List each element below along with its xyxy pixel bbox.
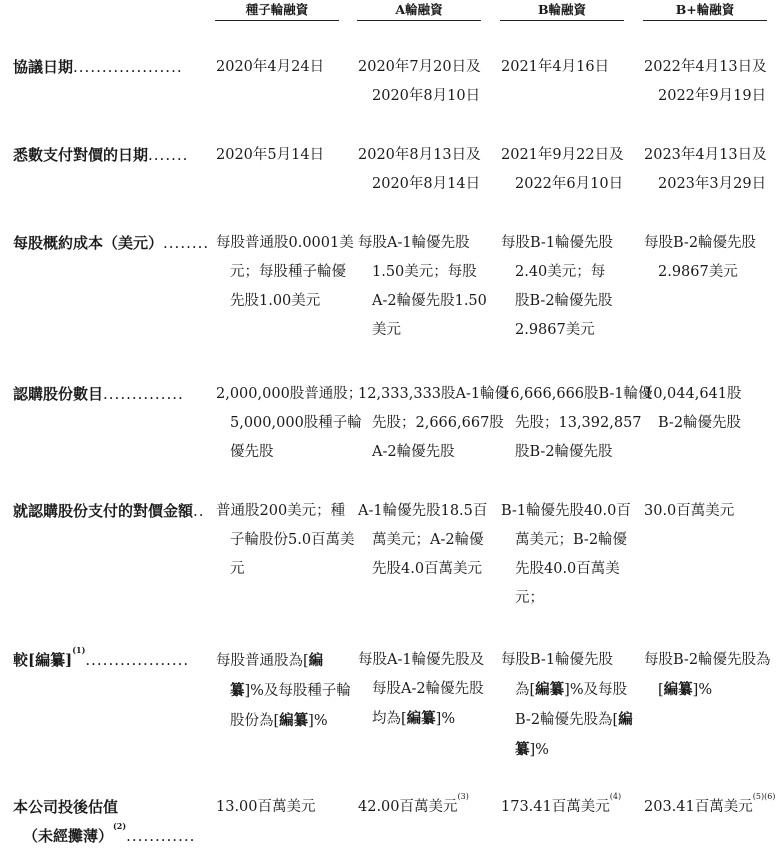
cell-line: 2.9867美元	[658, 264, 738, 280]
header-a-round: A輪融資	[357, 0, 481, 21]
leader-dots: ..............	[103, 385, 184, 403]
cell-line: 2020年5月14日	[216, 147, 325, 163]
cell-consideration-seed	[216, 497, 355, 584]
cell-line: 13.00百萬美元	[216, 799, 316, 815]
cell-consideration-b	[501, 497, 631, 613]
cell-agreement-date-seed	[216, 53, 324, 82]
cell-line: 2.9867美元	[515, 322, 595, 338]
header-b-round: B輪融資	[500, 0, 624, 21]
cell-line: 2020年8月13日及	[358, 147, 481, 163]
footnote-ref: (1)	[72, 646, 86, 655]
row-label-agreement-date	[13, 53, 213, 82]
cell-valuation-seed	[216, 793, 316, 822]
cell-consideration-bplus	[644, 497, 734, 526]
row-label-shares-subscribed	[13, 380, 213, 409]
footnote-ref: (4)	[609, 792, 622, 801]
cell-line: 股B-2輪優先股	[515, 293, 613, 309]
cell-agreement-date-a	[358, 53, 481, 111]
cell-line: 2021年4月16日	[501, 59, 610, 75]
row-label-text: 較[編纂]	[13, 651, 73, 669]
leader-dots: ........	[163, 234, 210, 252]
cell-line: 股份為[編纂]%	[230, 712, 328, 729]
cell-payment-date-a	[358, 141, 481, 199]
cell-line: 1.50美元；每股	[372, 264, 477, 280]
cell-payment-date-seed	[216, 141, 324, 170]
cell-line: 普通股200美元；種	[216, 503, 346, 519]
footnote-ref: (5)(6)	[752, 792, 776, 801]
cell-line: 2020年7月20日及	[358, 59, 481, 75]
cell-line: 2021年9月22日及	[501, 147, 624, 163]
cell-line: 每股B-1輪優先股	[501, 235, 614, 251]
cell-line: 每股B-1輪優先股	[501, 652, 614, 668]
cell-payment-date-b	[501, 141, 624, 199]
cell-line: 2,000,000股普通股；	[216, 386, 363, 402]
cell-line: 萬美元；B-2輪優	[515, 532, 628, 548]
cell-shares-a	[358, 380, 509, 467]
cell-line: 先股4.0百萬美元	[372, 561, 483, 577]
cell-line: 均為[編纂]%	[372, 710, 456, 727]
cell-line: 纂]%及每股種子輪	[230, 682, 351, 699]
cell-line: B-1輪優先股40.0百	[501, 503, 631, 519]
cell-line: 16,666,666股B-1輪優	[501, 386, 653, 402]
footnote-ref: (2)	[113, 821, 127, 831]
cell-agreement-date-bplus	[644, 53, 767, 111]
row-label-full-payment-date	[13, 141, 213, 170]
row-label-text: 就認購股份支付的對價金額	[13, 502, 194, 520]
cell-line: A-2輪優先股	[372, 444, 455, 460]
cell-line: 先股40.0百萬美	[515, 561, 620, 577]
footnote-ref: (3)	[457, 792, 469, 801]
row-label-post-money-valuation	[13, 793, 213, 851]
leader-dots: ............	[126, 827, 196, 845]
leader-dots: ..................	[85, 651, 190, 669]
cell-shares-seed	[216, 380, 362, 467]
cell-line: 2023年3月29日	[658, 176, 767, 192]
cell-shares-b	[501, 380, 653, 467]
cell-line: 2023年4月13日及	[644, 147, 767, 163]
header-b-plus-round: B+輪融資	[643, 0, 767, 21]
cell-line: 2.40美元；每	[515, 264, 606, 280]
cell-cost-seed	[216, 229, 354, 316]
cell-discount-b	[501, 646, 633, 765]
leader-dots: ...................	[73, 58, 183, 76]
cell-line: [編纂]%	[658, 681, 713, 698]
header-seed-round: 種子輪融資	[215, 0, 339, 21]
cell-line: 5,000,000股種子輪	[230, 415, 362, 431]
cell-line: 2022年9月19日	[658, 88, 767, 104]
cell-discount-seed	[216, 646, 351, 736]
cell-line: 子輪股份5.0百萬美	[230, 532, 355, 548]
cell-line: 2020年8月14日	[372, 176, 481, 192]
cell-line: 每股普通股0.0001美	[216, 235, 354, 251]
cell-agreement-date-b	[501, 53, 609, 82]
row-label-text: 悉數支付對價的日期	[13, 146, 149, 164]
row-label-text: 本公司投後估值	[13, 798, 119, 816]
cell-line: 203.41百萬美元	[644, 799, 753, 815]
cell-line: 每股B-2輪優先股	[644, 235, 757, 251]
cell-valuation-bplus	[644, 793, 775, 822]
cell-discount-a	[358, 646, 484, 734]
cell-line: 優先股	[230, 444, 274, 460]
cell-consideration-a	[358, 497, 487, 584]
cell-line: A-2輪優先股1.50	[372, 293, 487, 309]
cell-line: 股B-2輪優先股	[515, 444, 613, 460]
cell-valuation-a	[358, 793, 469, 822]
cell-line: 萬美元；A-2輪優	[372, 532, 484, 548]
cell-line: 10,044,641股	[644, 386, 742, 402]
cell-line: 173.41百萬美元	[501, 799, 610, 815]
cell-cost-a	[358, 229, 487, 345]
cell-valuation-b	[501, 793, 621, 822]
row-label-consideration-amount	[13, 497, 213, 526]
cell-line: 美元	[372, 322, 401, 338]
leader-dots: .......	[148, 146, 189, 164]
leader-dots: ..	[193, 502, 205, 520]
cell-line: B-2輪優先股	[658, 415, 742, 431]
cell-line: 先股；2,666,667股	[372, 415, 504, 431]
cell-shares-bplus	[644, 380, 742, 438]
cell-discount-bplus	[644, 646, 771, 705]
cell-line: 元	[230, 561, 245, 577]
cell-line: 每股A-1輪優先股	[358, 235, 470, 251]
row-label-discount	[13, 646, 213, 675]
cell-line: 每股B-2輪優先股為	[644, 652, 771, 668]
cell-line: 12,333,333股A-1輪優	[358, 386, 510, 402]
cell-line: 元；每股種子輪優	[230, 264, 346, 280]
cell-line: 2022年6月10日	[515, 176, 624, 192]
row-label-approx-cost-per-share	[13, 229, 213, 258]
row-label-text: 每股概約成本（美元）	[13, 234, 164, 252]
cell-cost-bplus	[644, 229, 756, 287]
cell-line: 42.00百萬美元	[358, 799, 458, 815]
cell-line: 30.0百萬美元	[644, 503, 735, 519]
row-label-text: 協議日期	[13, 58, 74, 76]
cell-payment-date-bplus	[644, 141, 767, 199]
cell-line: 纂]%	[515, 741, 549, 758]
cell-line: 每股A-1輪優先股及	[358, 652, 485, 668]
cell-line: 每股普通股為[編	[216, 652, 324, 669]
cell-line: 為[編纂]%及每股	[515, 681, 628, 698]
cell-line: 元；	[515, 590, 544, 606]
cell-line: 每股A-2輪優先股	[372, 681, 484, 697]
cell-line: 先股；13,392,857	[515, 415, 642, 431]
cell-line: 2022年4月13日及	[644, 59, 767, 75]
cell-line: B-2輪優先股為[編	[515, 711, 633, 728]
cell-cost-b	[501, 229, 613, 345]
row-label-text: 認購股份數目	[13, 385, 104, 403]
cell-line: 2020年8月10日	[372, 88, 481, 104]
cell-line: 2020年4月24日	[216, 59, 325, 75]
cell-line: A-1輪優先股18.5百	[358, 503, 488, 519]
cell-line: 先股1.00美元	[230, 293, 321, 309]
row-label-text-line2: （未經攤薄）	[23, 827, 114, 845]
